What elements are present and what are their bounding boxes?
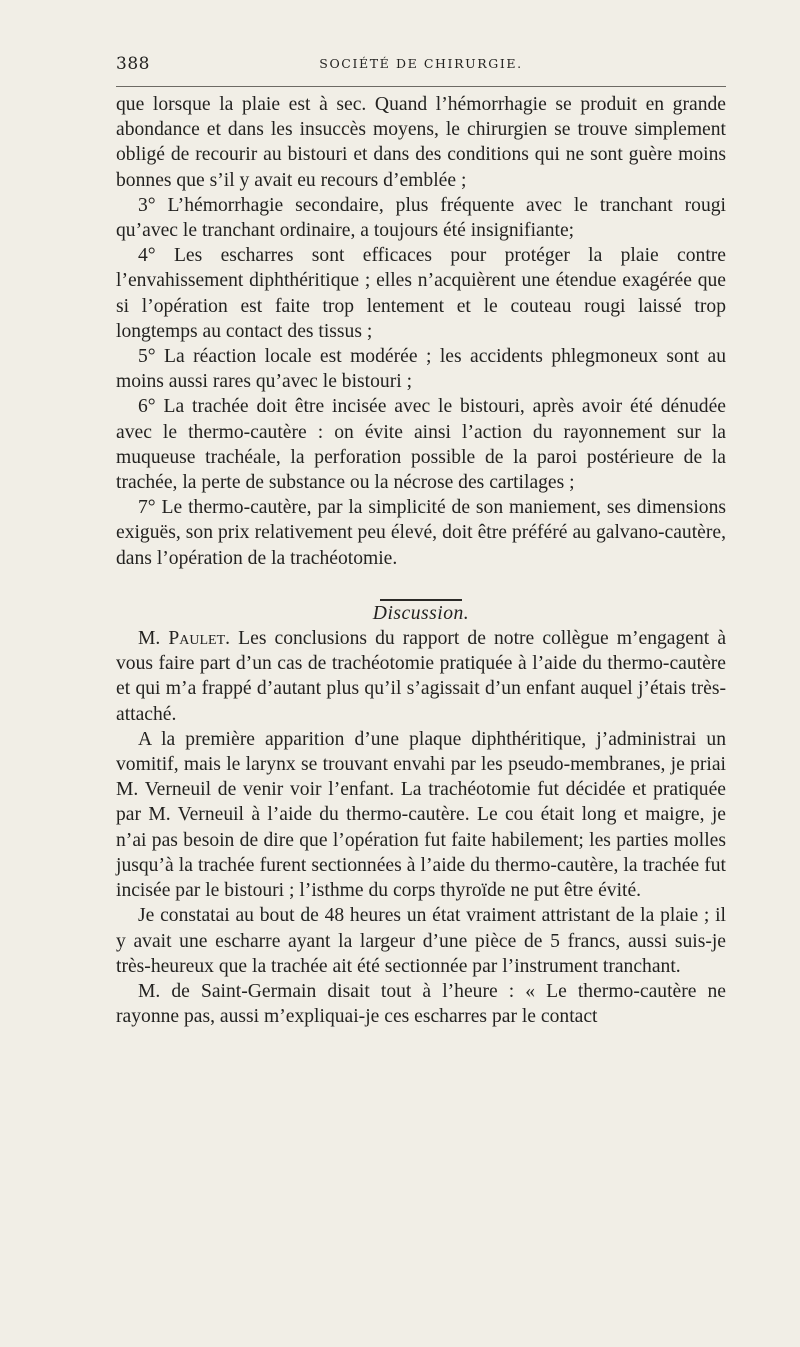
section-title: Discussion.: [372, 602, 470, 624]
conclusion-3: 3° L’hémorrhagie secondaire, plus fréquente avec le tranchant rougi qu’avec le tranchant ordinaire, a toujours été insignifiante;: [116, 194, 726, 242]
speaker-name: M. Paulet.: [138, 628, 231, 650]
page-number: 388: [116, 54, 150, 74]
conclusion-7: 7° Le thermo-cautère, par la simplicité de son maniement, ses dimensions exiguës, son prix relativement peu élevé, doit être préféré au galvano-cautère, dans l’opération de la trachéotomie.: [116, 497, 726, 569]
conclusion-6: 6° La trachée doit être incisée avec le bistouri, après avoir été dénudée avec le thermo-cautère : on évite ainsi l’action du rayonnement sur la muqueuse trachéale, la perforation possible de la paroi postérieure de la trachée, la perte de substance ou la nécrose des cartilages ;: [116, 396, 726, 494]
speaker-text: Les conclusions du rapport de notre collègue m’engagent à vous faire part d’un cas de trachéotomie pratiquée à l’aide du thermo-cautère et qui m’a frappé d’autant plus qu’il s’agissait d’un enfant auquel j’étais très-attaché.: [116, 628, 727, 725]
running-head: [116, 54, 726, 76]
conclusion-4: 4° Les escharres sont efficaces pour protéger la plaie contre l’envahissement diphthéritique ; elles n’acquièrent une étendue exagérée que si l’opération est faite trop lentement et le couteau rougi laissé trop longtemps au contact des tissus ;: [116, 245, 726, 342]
body-text: [116, 92, 726, 1029]
paragraph: que lorsque la plaie est à sec. Quand l’hémorrhagie se produit en grande abondance et dans les insuccès moyens, le chirurgien se trouve simplement obligé de recourir au bistouri et dans des conditions qui ne sont guère moins bonnes que s’il y avait eu recours d’emblée ;: [116, 94, 726, 191]
discussion-paragraph: M. de Saint-Germain disait tout à l’heure : « Le thermo-cautère ne rayonne pas, aussi m’expliquai-je ces escharres par le contact: [116, 980, 726, 1028]
conclusion-5: 5° La réaction locale est modérée ; les accidents phlegmoneux sont au moins aussi rares qu’avec le bistouri ;: [116, 346, 726, 393]
discussion-paragraph: Je constatai au bout de 48 heures un état vraiment attristant de la plaie ; il y avait une escharre ayant la largeur d’une pièce de 5 francs, aussi suis-je très-heureux que la trachée ait été sectionnée par l’instrument tranchant.: [116, 905, 726, 977]
discussion-paragraph: [116, 626, 726, 727]
header-rule: [116, 86, 726, 87]
discussion-paragraph: A la première apparition d’une plaque diphthéritique, j’administrai un vomitif, mais le larynx se trouvant envahi par les pseudo-membranes, je priai M. Verneuil de venir voir l’enfant. La trachéotomie fut décidée et pratiquée par M. Verneuil à l’aide du thermo-cautère. Le cou était long et maigre, je n’ai pas besoin de dire que l’opération fut faite habilement; les parties molles jusqu’à la trachée furent sectionnées à l’aide du thermo-cautère, la trachée fut incisée par le bistouri ; l’isthme du corps thyroïde ne put être évité.: [116, 728, 726, 902]
running-title: SOCIÉTÉ DE CHIRURGIE.: [319, 56, 523, 71]
